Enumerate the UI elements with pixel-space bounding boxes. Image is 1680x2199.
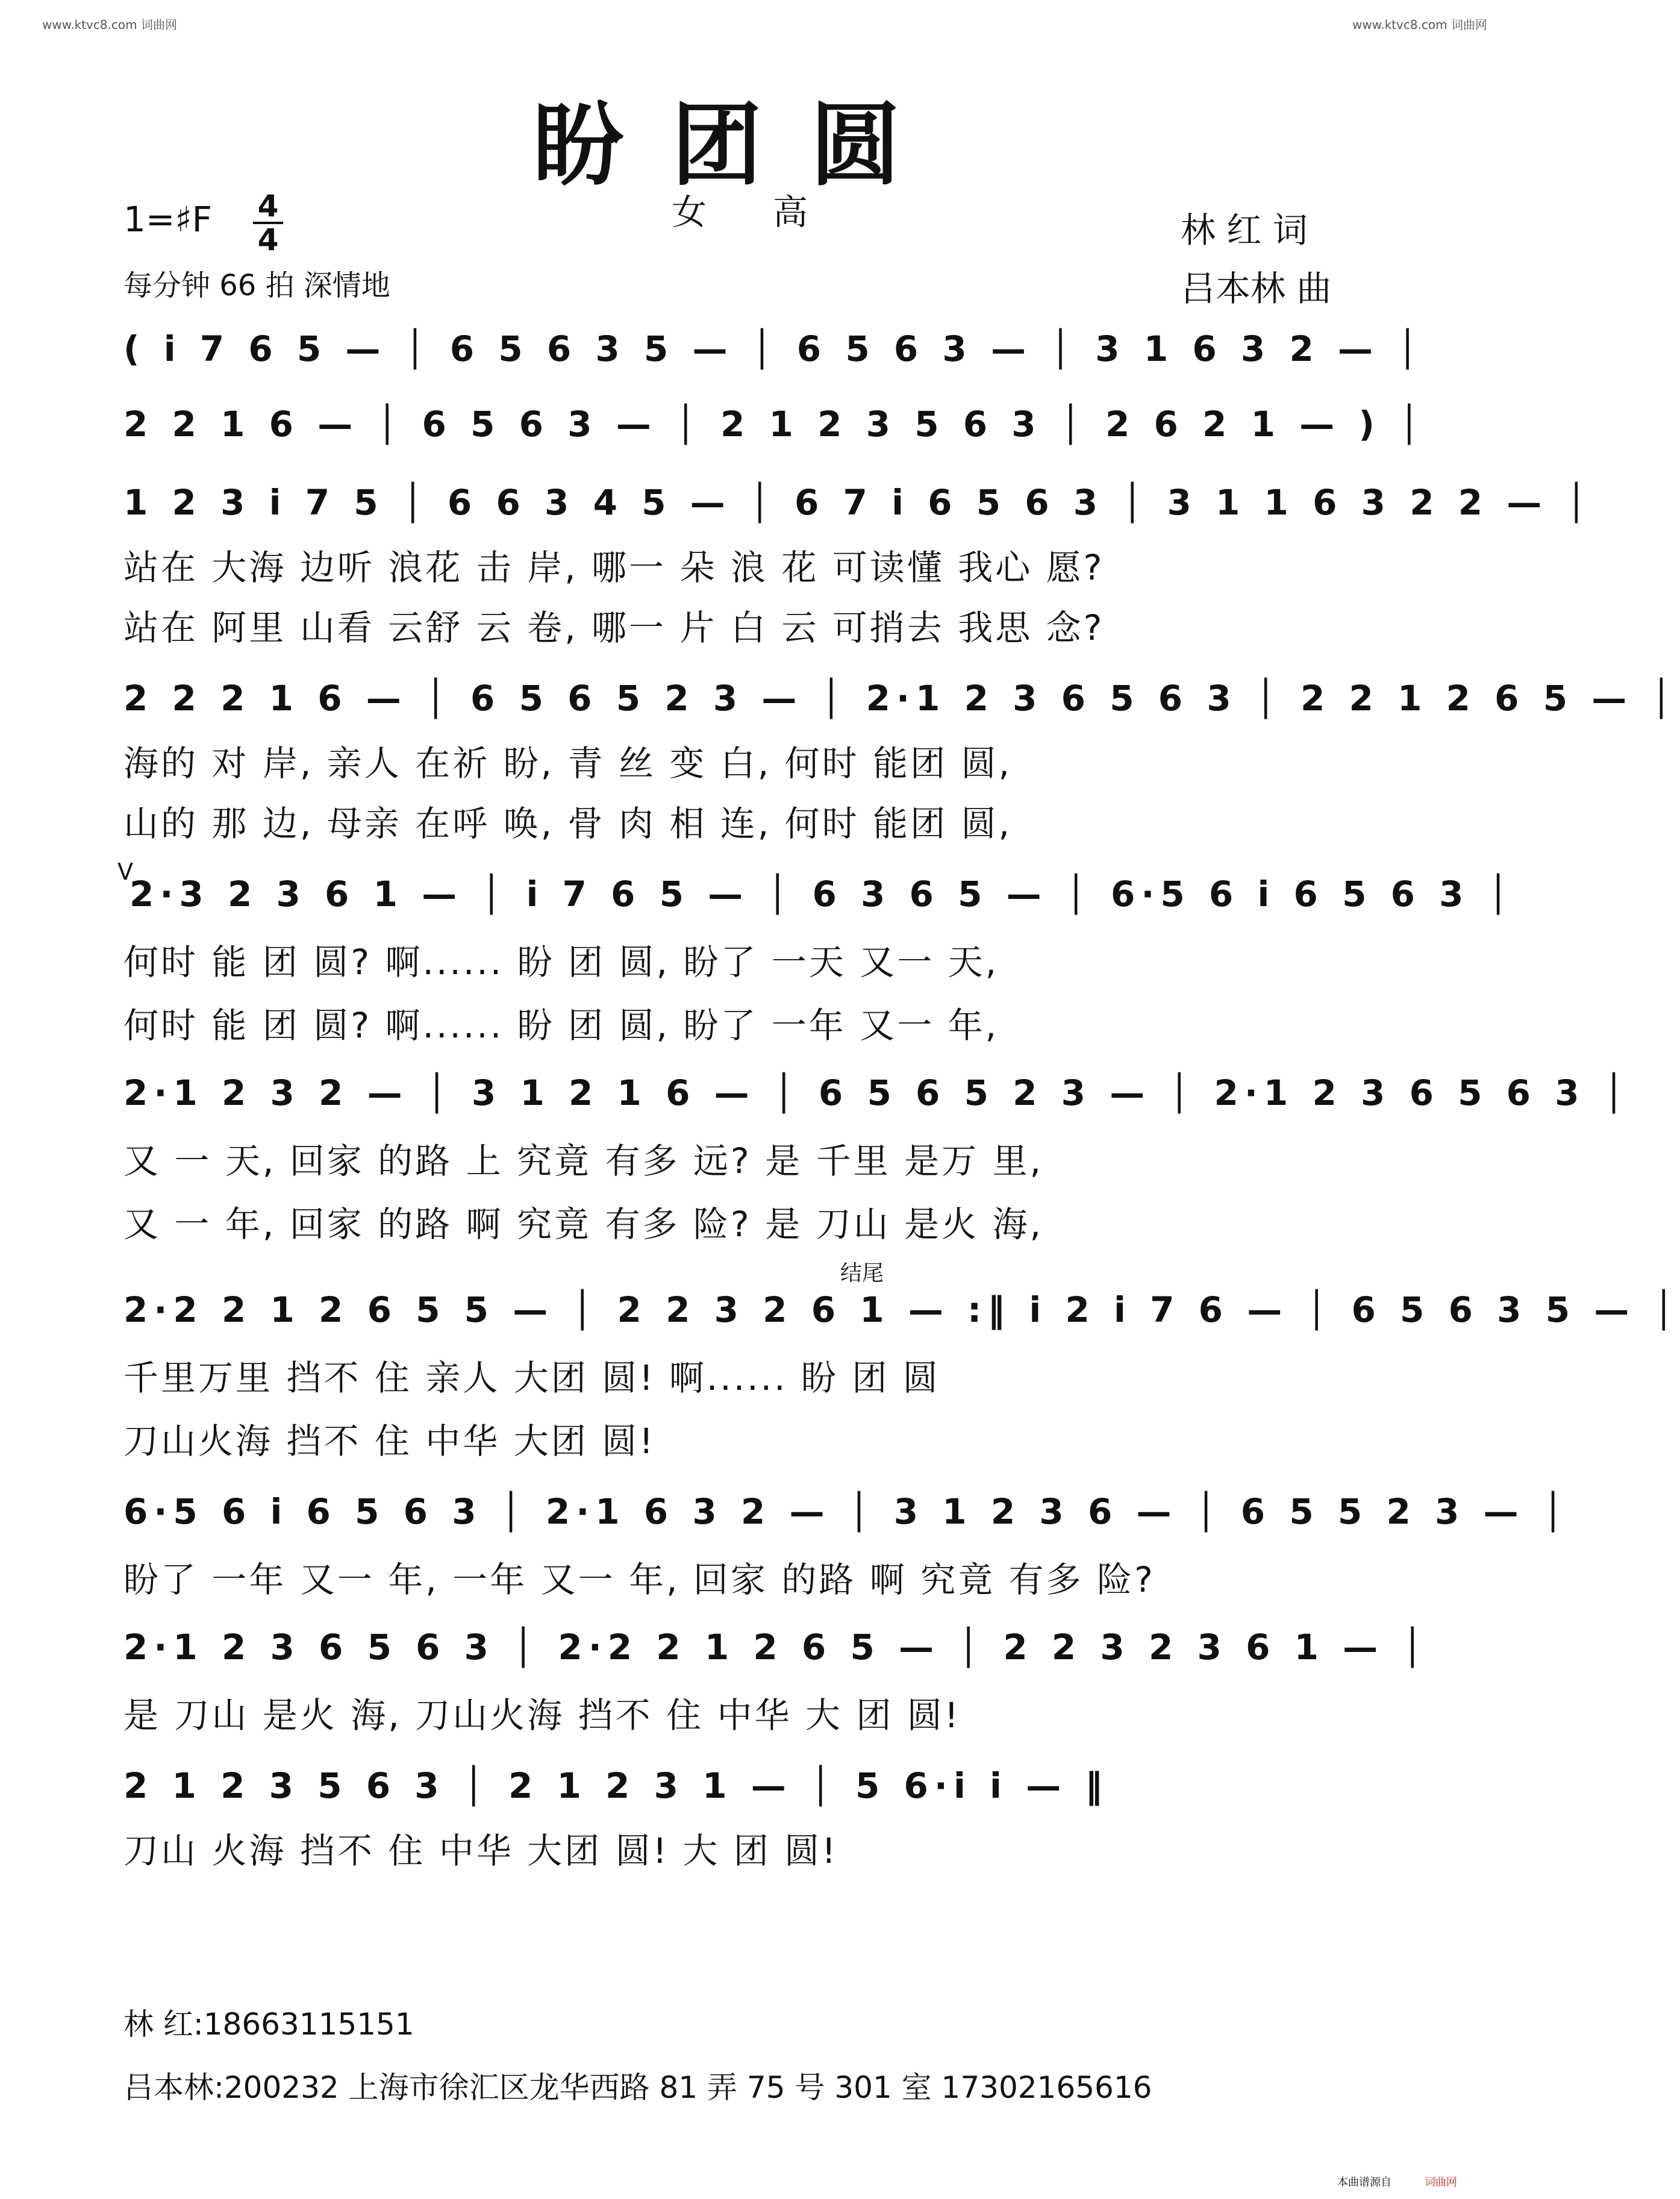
notation-row-4: 2 2 2 1 6 — │ 6 5 6 5 2 3 — │ 2·1 2 3 6 5 6 3 │ 2 2 1 2 6 5 — │ [123, 678, 1678, 719]
time-signature [253, 189, 283, 257]
footer-site-link[interactable]: 词曲网 [1425, 2176, 1457, 2189]
lyric-row-8: 盼了 一年 又一 年, 一年 又一 年, 回家 的路 啊 究竟 有多 险? [123, 1559, 1155, 1600]
lyric-row-7-verse-2: 刀山火海 挡不 住 中华 大团 圆! [123, 1421, 656, 1462]
lyric-row-3-verse-1: 站在 大海 边听 浪花 击 岸, 哪一 朵 浪 花 可读懂 我心 愿? [123, 547, 1105, 588]
song-title: 盼团圆 [533, 93, 949, 198]
lyric-row-6-verse-1: 又 一 天, 回家 的路 上 究竟 有多 远? 是 千里 是万 里, [123, 1140, 1043, 1181]
tempo-marking: 每分钟 66 拍 深情地 [123, 269, 390, 302]
lyric-row-5-verse-1: 何时 能 团 圆? 啊...... 盼 团 圆, 盼了 一天 又一 天, [123, 942, 999, 983]
notation-row-2: 2 2 1 6 — │ 6 5 6 3 — │ 2 1 2 3 5 6 3 │ 2 6 2 1 — ) │ [123, 404, 1426, 445]
notation-row-9: 2·1 2 3 6 5 6 3 │ 2·2 2 1 2 6 5 — │ 2 2 3 2 3 6 1 — │ [123, 1627, 1429, 1668]
lyric-row-10: 刀山 火海 挡不 住 中华 大团 圆! 大 团 圆! [123, 1830, 838, 1871]
lyric-row-6-verse-2: 又 一 年, 回家 的路 啊 究竟 有多 险? 是 刀山 是火 海, [123, 1204, 1043, 1245]
contact-composer: 吕本林:200232 上海市徐汇区龙华西路 81 弄 75 号 301 室 17302165616 [123, 2070, 1152, 2105]
notation-row-8: 6·5 6 i 6 5 6 3 │ 2·1 6 3 2 — │ 3 1 2 3 6 — │ 6 5 5 2 3 — │ [123, 1491, 1570, 1532]
contact-lyricist: 林 红:18663115151 [123, 2007, 414, 2042]
notation-row-1: ( i 7 6 5 — │ 6 5 6 3 5 — │ 6 5 6 3 — │ 3 1 6 3 2 — │ [123, 328, 1425, 369]
composer: 吕本林 曲 [1181, 268, 1332, 309]
lyric-row-4-verse-2: 山的 那 边, 母亲 在呼 唤, 骨 肉 相 连, 何时 能团 圆, [123, 803, 1012, 844]
notation-row-6: 2·1 2 3 2 — │ 3 1 2 1 6 — │ 6 5 6 5 2 3 — │ 2·1 2 3 6 5 6 3 │ [123, 1072, 1631, 1113]
lyric-row-7-verse-1: 千里万里 挡不 住 亲人 大团 圆! 啊...... 盼 团 圆 [123, 1357, 940, 1398]
notation-row-3: 1 2 3 i 7 5 │ 6 6 3 4 5 — │ 6 7 i 6 5 6 3 │ 3 1 1 6 3 2 2 — │ [123, 482, 1593, 523]
time-signature-top: 4 [257, 189, 279, 224]
notation-row-7: 2·2 2 1 2 6 5 5 — │ 2 2 3 2 6 1 — :‖ i 2 i 7 6 — │ 6 5 6 3 5 — │ [123, 1289, 1680, 1330]
breath-mark: V [117, 859, 133, 885]
site-watermark-left: www.ktvc8.com 词曲网 [42, 17, 178, 32]
notation-row-5: 2·3 2 3 6 1 — │ i 7 6 5 — │ 6 3 6 5 — │ 6·5 6 i 6 5 6 3 │ [130, 874, 1515, 915]
footer-source-label: 本曲谱源自 [1337, 2176, 1391, 2189]
lyric-row-4-verse-1: 海的 对 岸, 亲人 在祈 盼, 青 丝 变 白, 何时 能团 圆, [123, 743, 1012, 784]
lyric-row-5-verse-2: 何时 能 团 圆? 啊...... 盼 团 圆, 盼了 一年 又一 年, [123, 1005, 999, 1046]
ending-mark: 结尾 [840, 1261, 884, 1286]
site-watermark-right: www.ktvc8.com 词曲网 [1352, 17, 1488, 32]
lyric-row-3-verse-2: 站在 阿里 山看 云舒 云 卷, 哪一 片 白 云 可捎去 我思 念? [123, 607, 1105, 648]
lyricist: 林 红 词 [1181, 210, 1308, 251]
key-signature: 1=♯F [123, 199, 212, 240]
time-signature-bottom: 4 [257, 222, 279, 257]
notation-row-10: 2 1 2 3 5 6 3 │ 2 1 2 3 1 — │ 5 6·i i — ‖ [123, 1765, 1109, 1806]
voice-type: 女高 [672, 192, 875, 233]
lyric-row-9: 是 刀山 是火 海, 刀山火海 挡不 住 中华 大 团 圆! [123, 1695, 961, 1736]
